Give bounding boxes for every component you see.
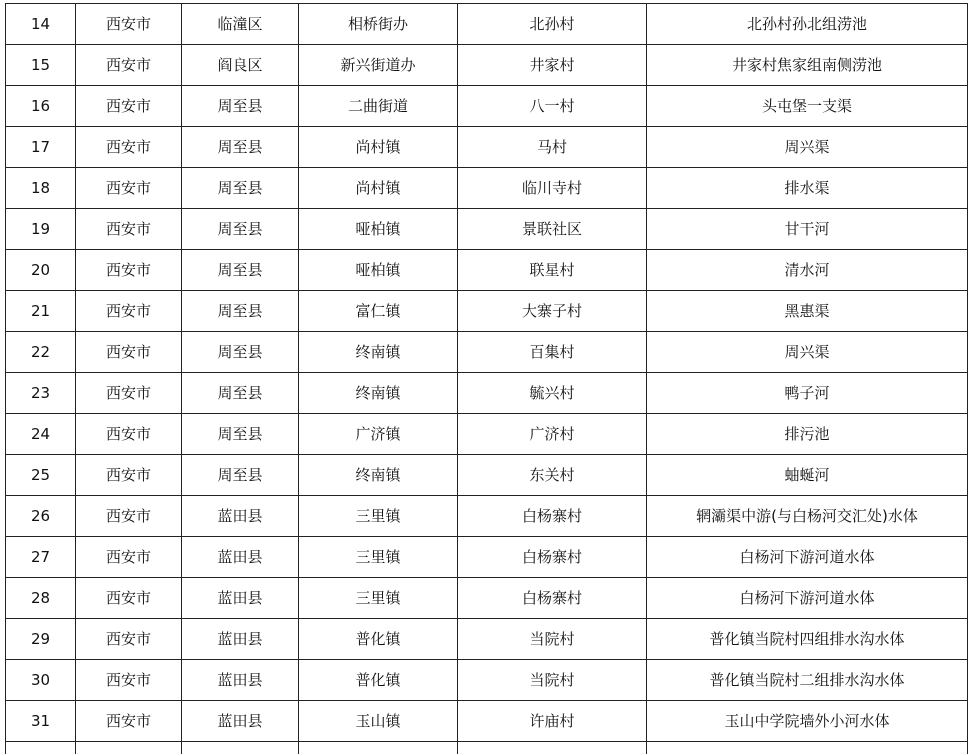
cell-village: 北孙村 [458, 4, 647, 45]
cell-city: 西安市 [76, 619, 182, 660]
cell-water-body: 周兴渠 [647, 127, 968, 168]
table-row-partial [6, 742, 968, 754]
table-row [6, 578, 968, 619]
cell-town: 三里镇 [299, 578, 458, 619]
cell-partial [76, 742, 182, 754]
cell-water-body: 黑惠渠 [647, 291, 968, 332]
cell-partial [647, 742, 968, 754]
cell-city: 西安市 [76, 496, 182, 537]
cell-water-body: 周兴渠 [647, 332, 968, 373]
cell-district: 周至县 [182, 455, 299, 496]
cell-water-body: 普化镇当院村二组排水沟水体 [647, 660, 968, 701]
cell-city: 西安市 [76, 86, 182, 127]
cell-water-body: 白杨河下游河道水体 [647, 578, 968, 619]
cell-city: 西安市 [76, 373, 182, 414]
table-row [6, 414, 968, 455]
cell-town: 三里镇 [299, 496, 458, 537]
cell-village: 景联社区 [458, 209, 647, 250]
cell-district: 周至县 [182, 86, 299, 127]
cell-serial-number: 14 [6, 4, 76, 45]
cell-serial-number: 25 [6, 455, 76, 496]
table-row [6, 455, 968, 496]
cell-serial-number: 30 [6, 660, 76, 701]
cell-town: 终南镇 [299, 455, 458, 496]
cell-village: 马村 [458, 127, 647, 168]
cell-town: 广济镇 [299, 414, 458, 455]
cell-water-body: 井家村焦家组南侧涝池 [647, 45, 968, 86]
cell-water-body: 北孙村孙北组涝池 [647, 4, 968, 45]
cell-district: 周至县 [182, 291, 299, 332]
cell-village: 临川寺村 [458, 168, 647, 209]
cell-serial-number: 31 [6, 701, 76, 742]
cell-serial-number: 18 [6, 168, 76, 209]
table-row [6, 660, 968, 701]
cell-serial-number: 20 [6, 250, 76, 291]
cell-village: 白杨寨村 [458, 578, 647, 619]
cell-city: 西安市 [76, 455, 182, 496]
cell-water-body: 鸭子河 [647, 373, 968, 414]
cell-district: 蓝田县 [182, 537, 299, 578]
table-row [6, 537, 968, 578]
table-row [6, 291, 968, 332]
cell-district: 周至县 [182, 168, 299, 209]
cell-water-body: 排水渠 [647, 168, 968, 209]
cell-city: 西安市 [76, 414, 182, 455]
cell-town: 终南镇 [299, 373, 458, 414]
cell-water-body: 普化镇当院村四组排水沟水体 [647, 619, 968, 660]
cell-village: 当院村 [458, 619, 647, 660]
table-row [6, 45, 968, 86]
table-row [6, 4, 968, 45]
cell-town: 哑柏镇 [299, 209, 458, 250]
cell-town: 新兴街道办 [299, 45, 458, 86]
cell-village: 广济村 [458, 414, 647, 455]
cell-partial [182, 742, 299, 754]
cell-district: 周至县 [182, 414, 299, 455]
table-body [6, 4, 968, 754]
table-row [6, 168, 968, 209]
cell-district: 蓝田县 [182, 619, 299, 660]
cell-serial-number: 15 [6, 45, 76, 86]
cell-village: 白杨寨村 [458, 496, 647, 537]
cell-water-body: 白杨河下游河道水体 [647, 537, 968, 578]
cell-town: 尚村镇 [299, 168, 458, 209]
cell-district: 蓝田县 [182, 496, 299, 537]
cell-district: 蓝田县 [182, 578, 299, 619]
cell-water-body: 玉山中学院墙外小河水体 [647, 701, 968, 742]
cell-city: 西安市 [76, 537, 182, 578]
cell-city: 西安市 [76, 291, 182, 332]
cell-district: 蓝田县 [182, 701, 299, 742]
table-row [6, 250, 968, 291]
cell-partial [299, 742, 458, 754]
table-row [6, 127, 968, 168]
table-row [6, 332, 968, 373]
cell-village: 井家村 [458, 45, 647, 86]
water-body-table [5, 3, 968, 754]
cell-district: 周至县 [182, 209, 299, 250]
cell-town: 富仁镇 [299, 291, 458, 332]
table-row [6, 86, 968, 127]
cell-serial-number: 17 [6, 127, 76, 168]
cell-city: 西安市 [76, 168, 182, 209]
cell-village: 百集村 [458, 332, 647, 373]
cell-town: 三里镇 [299, 537, 458, 578]
cell-village: 毓兴村 [458, 373, 647, 414]
cell-city: 西安市 [76, 4, 182, 45]
table-row [6, 496, 968, 537]
cell-district: 周至县 [182, 373, 299, 414]
cell-city: 西安市 [76, 332, 182, 373]
cell-village: 联星村 [458, 250, 647, 291]
cell-serial-number: 21 [6, 291, 76, 332]
cell-water-body: 蚰蜒河 [647, 455, 968, 496]
cell-town: 玉山镇 [299, 701, 458, 742]
cell-water-body: 头屯堡一支渠 [647, 86, 968, 127]
table-row [6, 701, 968, 742]
table-row [6, 619, 968, 660]
cell-city: 西安市 [76, 45, 182, 86]
cell-town: 二曲街道 [299, 86, 458, 127]
cell-district: 阎良区 [182, 45, 299, 86]
cell-water-body: 甘干河 [647, 209, 968, 250]
cell-village: 八一村 [458, 86, 647, 127]
cell-town: 相桥街办 [299, 4, 458, 45]
cell-serial-number: 27 [6, 537, 76, 578]
cell-village: 东关村 [458, 455, 647, 496]
cell-city: 西安市 [76, 250, 182, 291]
cell-serial-number: 22 [6, 332, 76, 373]
cell-city: 西安市 [76, 209, 182, 250]
cell-serial-number: 26 [6, 496, 76, 537]
cell-serial-number: 28 [6, 578, 76, 619]
cell-town: 哑柏镇 [299, 250, 458, 291]
table-row [6, 373, 968, 414]
cell-water-body: 排污池 [647, 414, 968, 455]
cell-city: 西安市 [76, 127, 182, 168]
cell-district: 周至县 [182, 127, 299, 168]
cell-district: 周至县 [182, 332, 299, 373]
cell-village: 白杨寨村 [458, 537, 647, 578]
cell-district: 临潼区 [182, 4, 299, 45]
cell-city: 西安市 [76, 578, 182, 619]
cell-partial [6, 742, 76, 754]
cell-serial-number: 29 [6, 619, 76, 660]
cell-water-body: 辋灞渠中游(与白杨河交汇处)水体 [647, 496, 968, 537]
cell-district: 蓝田县 [182, 660, 299, 701]
table-row [6, 209, 968, 250]
cell-city: 西安市 [76, 701, 182, 742]
cell-town: 尚村镇 [299, 127, 458, 168]
cell-serial-number: 19 [6, 209, 76, 250]
cell-village: 大寨子村 [458, 291, 647, 332]
cell-village: 许庙村 [458, 701, 647, 742]
cell-town: 普化镇 [299, 619, 458, 660]
cell-serial-number: 16 [6, 86, 76, 127]
cell-village: 当院村 [458, 660, 647, 701]
cell-partial [458, 742, 647, 754]
cell-water-body: 清水河 [647, 250, 968, 291]
cell-town: 普化镇 [299, 660, 458, 701]
cell-serial-number: 24 [6, 414, 76, 455]
cell-district: 周至县 [182, 250, 299, 291]
cell-city: 西安市 [76, 660, 182, 701]
cell-serial-number: 23 [6, 373, 76, 414]
cell-town: 终南镇 [299, 332, 458, 373]
document-sheet [5, 3, 968, 754]
